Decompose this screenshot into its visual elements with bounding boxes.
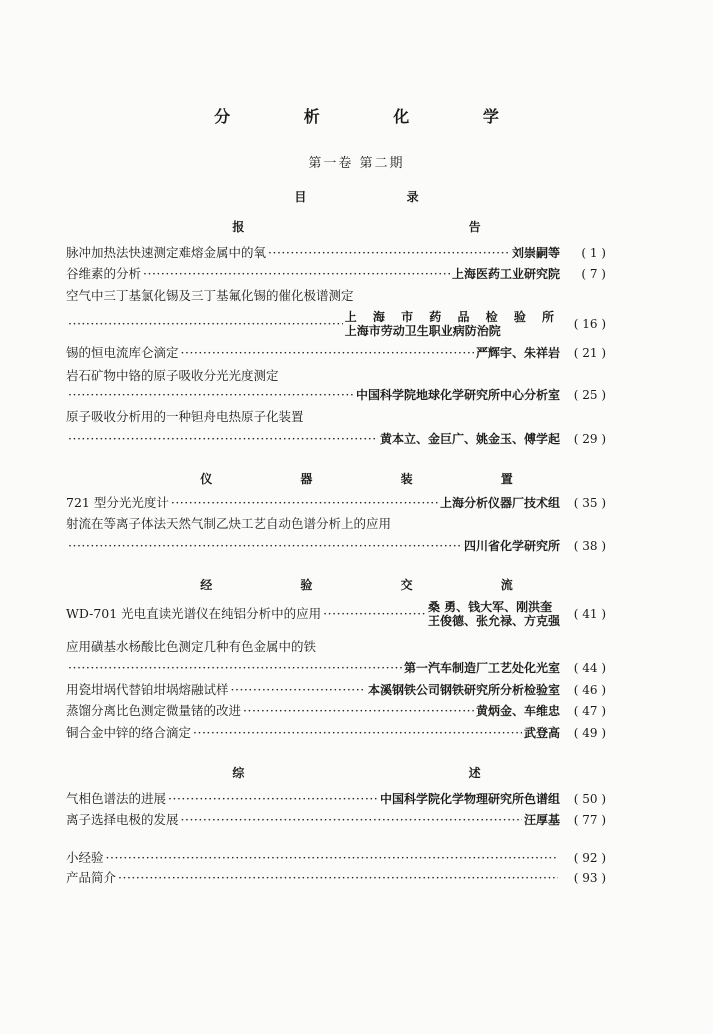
- toc-entry[interactable]: [66, 265, 606, 283]
- entry-authors: 武登高: [523, 726, 560, 740]
- toc-entry[interactable]: [66, 537, 606, 555]
- entry-title: 蒸馏分离比色测定微量锗的改进: [66, 703, 242, 718]
- leader-dots: [143, 265, 450, 283]
- leader-dots: [68, 537, 462, 555]
- toc-entry[interactable]: [66, 659, 606, 677]
- entry-title: 气相色谱法的进展: [66, 791, 167, 806]
- entry-title: 锡的恒电流库仑滴定: [66, 345, 179, 360]
- leader-dots: [243, 702, 474, 720]
- section-heading-instruments: 仪 器 装 置: [200, 472, 555, 486]
- entry-title: WD-701 光电直读光谱仪在纯铝分析中的应用: [66, 606, 322, 621]
- entry-authors: 上海医药工业研究院: [451, 267, 560, 281]
- section-heading-experience: 经 验 交 流: [200, 578, 555, 592]
- entry-page: ( 77 ): [573, 813, 606, 827]
- entry-authors: 四川省化学研究所: [463, 539, 560, 553]
- entry-authors: 刘崇嗣等: [511, 246, 560, 260]
- leader-dots: [193, 724, 522, 742]
- entry-title[interactable]: 射流在等离子体法天然气制乙炔工艺自动色谱分析上的应用: [66, 516, 392, 531]
- entry-title: 脉冲加热法快速测定难熔金属中的氧: [66, 245, 267, 260]
- entry-authors: 汪厚基: [523, 813, 560, 827]
- entry-page: ( 49 ): [573, 726, 606, 740]
- entry-page: ( 38 ): [573, 539, 606, 553]
- issue-label: 第一卷 第二期: [308, 156, 405, 171]
- toc-entry[interactable]: [66, 849, 606, 867]
- section-heading-reviews: 综 述: [232, 766, 591, 780]
- entry-page: ( 47 ): [573, 704, 606, 718]
- leader-dots: [118, 869, 558, 887]
- toc-entry[interactable]: [66, 869, 606, 887]
- toc-entry[interactable]: [66, 790, 606, 808]
- entry-title[interactable]: 岩石矿物中铬的原子吸收分光光度测定: [66, 368, 279, 383]
- entry-title: 谷维素的分析: [66, 266, 142, 281]
- leader-dots: [68, 659, 402, 677]
- entry-title[interactable]: 应用磺基水杨酸比色测定几种有色金属中的铁: [66, 639, 317, 654]
- entry-authors: 本溪钢铁公司钢铁研究所分析检验室: [367, 683, 560, 697]
- entry-authors: 黄炳金、车维忠: [475, 704, 560, 718]
- leader-dots: [106, 849, 558, 867]
- entry-page: ( 21 ): [573, 346, 606, 360]
- toc-entry[interactable]: [66, 344, 606, 362]
- leader-dots: [171, 494, 438, 512]
- entry-title[interactable]: 空气中三丁基氯化锡及三丁基氟化锡的催化极谱测定: [66, 288, 354, 303]
- entry-title: 离子选择电极的发展: [66, 812, 179, 827]
- entry-title: 721 型分光光度计: [66, 495, 169, 510]
- entry-page: ( 44 ): [573, 661, 606, 675]
- contents-heading: 目 录: [294, 190, 467, 204]
- entry-page: ( 1 ): [581, 246, 606, 260]
- toc-entry[interactable]: [66, 310, 606, 338]
- entry-authors: 第一汽车制造厂工艺处化光室: [403, 661, 560, 675]
- journal-title: 分 析 化 学: [214, 107, 533, 126]
- toc-entry[interactable]: [66, 724, 606, 742]
- toc-entry[interactable]: [66, 386, 606, 404]
- entry-authors: 中国科学院化学物理研究所色谱组: [379, 792, 560, 806]
- entry-page: ( 29 ): [573, 432, 606, 446]
- entry-page: ( 92 ): [573, 851, 606, 865]
- entry-page: ( 16 ): [573, 317, 606, 331]
- entry-authors: 中国科学院地球化学研究所中心分析室: [355, 388, 560, 402]
- leader-dots: [268, 244, 510, 262]
- leader-dots: [181, 344, 474, 362]
- leader-dots: [168, 790, 378, 808]
- toc-entry[interactable]: [66, 430, 606, 448]
- entry-authors: 黄本立、金巨广、姚金玉、傅学起: [379, 432, 560, 446]
- leader-dots: [68, 430, 378, 448]
- entry-authors: 上海分析仪器厂技术组: [439, 496, 560, 510]
- leader-dots: [68, 315, 343, 333]
- leader-dots: [231, 681, 366, 699]
- toc-entry[interactable]: [66, 494, 606, 512]
- entry-page: ( 25 ): [573, 388, 606, 402]
- toc-entry[interactable]: [66, 702, 606, 720]
- toc-entry[interactable]: [66, 811, 606, 829]
- toc-entry[interactable]: [66, 244, 606, 262]
- section-heading-reports: 报 告: [232, 220, 591, 234]
- entry-authors: 桑 勇、钱大军、刚洪奎 王俊德、张允禄、方克强: [427, 600, 560, 628]
- entry-page: ( 46 ): [573, 683, 606, 697]
- entry-authors: 上 海 市 药 品 检 验 所 上海市劳动卫生职业病防治院: [344, 310, 560, 338]
- entry-page: ( 50 ): [573, 792, 606, 806]
- leader-dots: [323, 605, 426, 623]
- toc-entry[interactable]: [66, 600, 606, 628]
- toc-entry[interactable]: [66, 681, 606, 699]
- entry-title: 铜合金中锌的络合滴定: [66, 725, 192, 740]
- entry-page: ( 35 ): [573, 496, 606, 510]
- entry-title: 用瓷坩埚代替铂坩埚熔融试样: [66, 682, 229, 697]
- leader-dots: [181, 811, 522, 829]
- entry-title[interactable]: 原子吸收分析用的一种钽舟电热原子化装置: [66, 409, 304, 424]
- entry-authors: 严辉宇、朱祥岩: [475, 346, 560, 360]
- entry-page: ( 41 ): [573, 607, 606, 621]
- entry-title: 小经验: [66, 850, 104, 865]
- entry-title: 产品简介: [66, 870, 117, 885]
- leader-dots: [68, 386, 354, 404]
- entry-page: ( 7 ): [581, 267, 606, 281]
- entry-page: ( 93 ): [573, 871, 606, 885]
